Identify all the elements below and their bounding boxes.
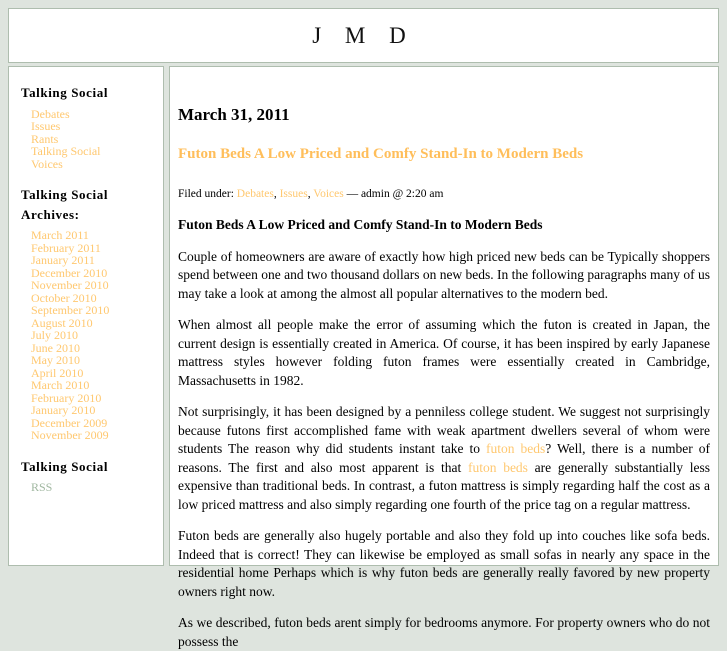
sidebar-link-september-2010[interactable]: September 2010 [31, 303, 110, 317]
category-link-debates[interactable]: Debates [236, 188, 274, 200]
site-title-link[interactable]: J M D [312, 22, 415, 48]
sidebar-section-2 [21, 457, 157, 494]
sidebar-link-november-2009[interactable]: November 2009 [31, 428, 109, 442]
sidebar-link-debates[interactable]: Debates [31, 106, 70, 121]
sidebar-item [31, 481, 157, 494]
inline-link-futon-beds[interactable]: futon beds [485, 441, 546, 456]
sidebar-link-december-2010[interactable]: December 2010 [31, 265, 108, 280]
post-subtitle: Futon Beds A Low Priced and Comfy Stand-In to Modern Beds [178, 217, 543, 232]
site-header [8, 8, 719, 63]
sidebar-link-march-2011[interactable]: March 2011 [31, 228, 89, 242]
sidebar-link-august-2010[interactable]: August 2010 [31, 315, 93, 330]
post-paragraph-5: As we described, futon beds arent simply for bedrooms anymore. For property owners who do not possess the [178, 615, 710, 649]
sidebar-link-rss[interactable]: RSS [31, 480, 53, 494]
main-content [169, 66, 719, 649]
sidebar-item [31, 429, 157, 442]
sidebar-link-january-2011[interactable]: January 2011 [31, 253, 95, 267]
sidebar-link-june-2010[interactable]: June 2010 [31, 340, 80, 355]
sidebar-link-july-2010[interactable]: July 2010 [31, 328, 79, 342]
post-meta: Filed under: Debates, Issues, Voices — admin @ 2:20 am [178, 188, 444, 200]
sidebar-link-issues[interactable]: Issues [31, 119, 61, 133]
sidebar-link-november-2010[interactable]: November 2010 [31, 278, 109, 292]
page [0, 8, 727, 649]
sidebar [8, 66, 164, 566]
filed-under-label: Filed under: [178, 188, 237, 200]
sidebar-heading-talking-social: Talking Social [21, 458, 109, 474]
post-paragraph-3: Not surprisingly, it has been designed by a penniless college student. We suggest not surprisingly because futons first accomplished fame with weak apartment dwellers several of whom were students The reason why did students instant take to futon beds? Well, there is a number of reasons. The first and also most apparent is that futon beds are generally substantially less expensive than traditional beds. In contrast, a futon mattress is simply regarding half the cost as a low priced mattress and also simply regarding one fourth of the price tag on a regular mattress. [178, 404, 710, 512]
sidebar-link-march-2010[interactable]: March 2010 [31, 378, 90, 392]
sidebar-section-1 [21, 185, 157, 442]
sidebar-link-april-2010[interactable]: April 2010 [31, 365, 84, 380]
sidebar-link-december-2009[interactable]: December 2009 [31, 415, 108, 430]
sidebar-item [31, 158, 157, 171]
category-link-voices[interactable]: Voices [313, 188, 344, 200]
post-byline: — admin @ 2:20 am [343, 188, 444, 200]
post-paragraph-2: When almost all people make the error of assuming which the futon is created in Japan, the current design is essentially created in America. Of course, it has been inspired by early Japanese mattress styles however folding futon frames were essentially created in Cambridge, Massachusetts in 1982. [178, 317, 710, 388]
sidebar-link-january-2010[interactable]: January 2010 [31, 403, 96, 417]
sidebar-link-february-2011[interactable]: February 2011 [31, 240, 101, 255]
layout [8, 66, 719, 649]
sidebar-list-2 [21, 481, 157, 494]
sidebar-list-0 [21, 108, 157, 171]
sidebar-section-0 [21, 83, 157, 170]
category-link-issues[interactable]: Issues [279, 188, 308, 200]
sidebar-link-talking-social[interactable]: Talking Social [31, 144, 101, 158]
sidebar-link-rants[interactable]: Rants [31, 131, 59, 146]
sidebar-link-may-2010[interactable]: May 2010 [31, 353, 80, 367]
post-date-heading: March 31, 2011 [178, 105, 290, 124]
post-paragraph-1: Couple of homeowners are aware of exactly how high priced new beds can be Typically shoppers spend between one and two thousand dollars on new beds. In the following paragraphs many of us may take a look at among the almost all popular alternatives to the modern bed. [178, 248, 711, 301]
sidebar-link-october-2010[interactable]: October 2010 [31, 290, 97, 305]
sidebar-heading-talking-social-archives: Talking Social Archives: [21, 187, 109, 222]
sidebar-list-1 [21, 229, 157, 442]
blog-post [178, 105, 710, 651]
sidebar-link-voices[interactable]: Voices [31, 156, 63, 171]
sidebar-link-february-2010[interactable]: February 2010 [31, 390, 102, 405]
post-paragraph-4: Futon beds are generally also hugely portable and also they fold up into couches like sofa beds. Indeed that is correct! They can likewise be employed as small sofas in nearly any space in the residential home Perhaps which is why futon beds are generally really favored by new property owners right now. [178, 528, 710, 599]
post-body [178, 216, 710, 651]
sidebar-heading-talking-social: Talking Social [21, 85, 109, 100]
inline-link-futon-beds[interactable]: futon beds [467, 459, 528, 475]
post-title-link[interactable]: Futon Beds A Low Priced and Comfy Stand-In to Modern Beds [178, 146, 584, 162]
